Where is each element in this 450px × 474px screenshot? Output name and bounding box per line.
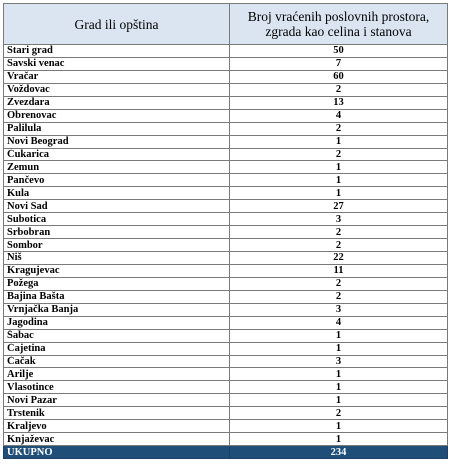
count-cell: 13 [230, 96, 448, 109]
header-city: Grad ili opština [4, 4, 230, 45]
city-cell: Bajina Bašta [4, 290, 230, 303]
city-cell: Pančevo [4, 174, 230, 187]
count-cell: 1 [230, 174, 448, 187]
city-cell: Novi Sad [4, 200, 230, 213]
returned-properties-table [3, 3, 448, 459]
table-body [4, 45, 448, 459]
count-cell: 3 [230, 303, 448, 316]
table-row [4, 433, 448, 446]
city-cell: Čukarica [4, 148, 230, 161]
table-row [4, 187, 448, 200]
count-cell: 4 [230, 109, 448, 122]
count-cell: 11 [230, 264, 448, 277]
table-row [4, 252, 448, 265]
city-cell: Šabac [4, 329, 230, 342]
table-row [4, 83, 448, 96]
total-count: 234 [230, 446, 448, 459]
city-cell: Srbobran [4, 226, 230, 239]
city-cell: Čajetina [4, 342, 230, 355]
count-cell: 2 [230, 277, 448, 290]
total-row [4, 446, 448, 459]
table-row [4, 290, 448, 303]
city-cell: Čačak [4, 355, 230, 368]
count-cell: 22 [230, 252, 448, 265]
table-row [4, 239, 448, 252]
city-cell: Trstenik [4, 407, 230, 420]
count-cell: 1 [230, 433, 448, 446]
table-row [4, 394, 448, 407]
city-cell: Zvezdara [4, 96, 230, 109]
count-cell: 7 [230, 57, 448, 70]
city-cell: Savski venac [4, 57, 230, 70]
city-cell: Novi Pazar [4, 394, 230, 407]
count-cell: 1 [230, 329, 448, 342]
city-cell: Palilula [4, 122, 230, 135]
count-cell: 1 [230, 420, 448, 433]
count-cell: 2 [230, 148, 448, 161]
table-row [4, 122, 448, 135]
count-cell: 60 [230, 70, 448, 83]
count-cell: 1 [230, 368, 448, 381]
city-cell: Arilje [4, 368, 230, 381]
city-cell: Vračar [4, 70, 230, 83]
table-row [4, 420, 448, 433]
header-count-line2: zgrada kao celina i stanova [265, 24, 412, 39]
count-cell: 3 [230, 213, 448, 226]
table-container [3, 3, 447, 459]
table-row [4, 368, 448, 381]
city-cell: Vlasotince [4, 381, 230, 394]
table-row [4, 200, 448, 213]
count-cell: 1 [230, 161, 448, 174]
count-cell: 2 [230, 290, 448, 303]
table-row [4, 303, 448, 316]
count-cell: 4 [230, 316, 448, 329]
city-cell: Požega [4, 277, 230, 290]
count-cell: 1 [230, 342, 448, 355]
count-cell: 50 [230, 45, 448, 58]
count-cell: 3 [230, 355, 448, 368]
city-cell: Stari grad [4, 45, 230, 58]
count-cell: 1 [230, 394, 448, 407]
table-row [4, 407, 448, 420]
city-cell: Kragujevac [4, 264, 230, 277]
table-row [4, 277, 448, 290]
table-row [4, 161, 448, 174]
table-row [4, 135, 448, 148]
table-row [4, 45, 448, 58]
table-row [4, 342, 448, 355]
table-row [4, 213, 448, 226]
table-row [4, 174, 448, 187]
count-cell: 2 [230, 83, 448, 96]
table-row [4, 381, 448, 394]
count-cell: 2 [230, 226, 448, 239]
count-cell: 2 [230, 122, 448, 135]
city-cell: Knjaževac [4, 433, 230, 446]
count-cell: 27 [230, 200, 448, 213]
table-row [4, 316, 448, 329]
table-row [4, 96, 448, 109]
table-row [4, 264, 448, 277]
table-header-row [4, 4, 448, 45]
city-cell: Zemun [4, 161, 230, 174]
city-cell: Voždovac [4, 83, 230, 96]
count-cell: 1 [230, 135, 448, 148]
city-cell: Kraljevo [4, 420, 230, 433]
table-row [4, 70, 448, 83]
city-cell: Kula [4, 187, 230, 200]
city-cell: Obrenovac [4, 109, 230, 122]
city-cell: Novi Beograd [4, 135, 230, 148]
table-row [4, 57, 448, 70]
count-cell: 1 [230, 187, 448, 200]
count-cell: 2 [230, 239, 448, 252]
count-cell: 2 [230, 407, 448, 420]
city-cell: Jagodina [4, 316, 230, 329]
city-cell: Niš [4, 252, 230, 265]
city-cell: Subotica [4, 213, 230, 226]
table-row [4, 329, 448, 342]
table-row [4, 109, 448, 122]
table-row [4, 226, 448, 239]
header-count [230, 4, 448, 45]
table-row [4, 148, 448, 161]
table-row [4, 355, 448, 368]
city-cell: Sombor [4, 239, 230, 252]
header-count-line1: Broj vraćenih poslovnih prostora, [247, 9, 430, 24]
count-cell: 1 [230, 381, 448, 394]
total-label: UKUPNO [4, 446, 230, 459]
city-cell: Vrnjačka Banja [4, 303, 230, 316]
